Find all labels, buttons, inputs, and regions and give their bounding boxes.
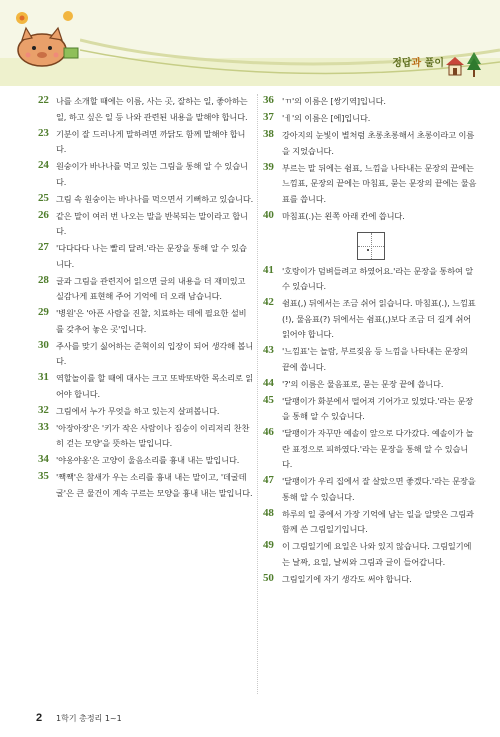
item-text: 원숭이가 바나나를 먹고 있는 그림을 통해 알 수 있습니다. xyxy=(56,161,248,187)
item-number: 38 xyxy=(263,128,274,140)
item-text: '?'의 이름은 물음표로, 묻는 문장 끝에 씁니다. xyxy=(282,378,444,389)
answer-item-36 xyxy=(265,94,477,110)
answer-item-43 xyxy=(265,344,477,375)
item-text: '느낌표'는 놀람, 부르짖음 등 느낌을 나타내는 문장의 끝에 씁니다. xyxy=(282,346,468,372)
item-text: '달팽이가 우리 집에서 잘 살았으면 좋겠다.'라는 문장을 통해 알 수 있습니다. xyxy=(282,476,476,502)
tree-icon xyxy=(466,50,482,78)
answer-item-48 xyxy=(265,507,477,538)
period-mark xyxy=(367,249,369,251)
item-text: 'ㄲ'의 이름은 [쌍기역]입니다. xyxy=(282,96,386,106)
item-number: 28 xyxy=(38,273,49,286)
right-column xyxy=(265,94,477,589)
item-number: 46 xyxy=(263,426,274,438)
item-text: '달팽이가 화분에서 떨어져 기어가고 있었다.'라는 문장을 통해 알 수 있습니다. xyxy=(282,395,474,421)
page-footer xyxy=(0,705,500,737)
item-number: 44 xyxy=(263,376,274,389)
item-number: 29 xyxy=(38,306,49,318)
badge-ampersand: 과 xyxy=(411,58,422,69)
item-text: 주사를 맞기 싫어하는 준혁이의 입장이 되어 생각해 봅니다. xyxy=(56,340,254,366)
answer-item-33 xyxy=(40,421,254,452)
answer-item-27 xyxy=(40,241,254,272)
item-text: '짹짹'은 참새가 우는 소리를 흉내 내는 말이고, '데굴데굴'은 큰 물건이 계속 구르는 모양을 흉내 내는 말입니다. xyxy=(56,472,253,498)
item-text: 그림 속 원숭이는 바나나를 먹으면서 기뻐하고 있습니다. xyxy=(56,193,254,204)
answer-item-28 xyxy=(40,274,254,305)
period-position-figure xyxy=(265,226,477,264)
answer-item-29 xyxy=(40,306,254,337)
answer-item-41 xyxy=(265,264,477,295)
mascot-illustration xyxy=(8,8,82,72)
item-text: 기분이 잘 드러나게 말하려면 까닭도 함께 말해야 합니다. xyxy=(56,128,246,154)
answer-item-26 xyxy=(40,209,254,240)
house-icon xyxy=(444,54,466,76)
item-number: 26 xyxy=(38,208,49,221)
item-text: 그림에서 누가 무엇을 하고 있는지 살펴봅니다. xyxy=(56,405,220,416)
item-number: 36 xyxy=(263,94,274,106)
column-divider xyxy=(257,94,258,694)
page-number: 2 xyxy=(36,712,43,724)
item-text: 마침표(.)는 왼쪽 아래 칸에 씁니다. xyxy=(282,210,405,221)
item-text: 그림일기에 자기 생각도 써야 합니다. xyxy=(282,573,412,584)
item-text: 쉼표(,) 뒤에서는 조금 쉬어 읽습니다. 마침표(.), 느낌표(!), 물음표(?) 뒤에서는 쉼표(,)보다 조금 더 길게 쉬어 읽어야 합니다. xyxy=(282,298,476,339)
item-number: 27 xyxy=(38,241,49,253)
item-number: 31 xyxy=(38,371,49,383)
answer-item-40 xyxy=(265,209,477,225)
answer-item-49 xyxy=(265,539,477,570)
answer-item-46 xyxy=(265,426,477,473)
item-text: '달팽이가 자꾸만 예솔이 앞으로 다가갔다. 예솔이가 놀란 표정으로 피하였다.'라는 문장을 통해 알 수 있습니다. xyxy=(282,428,474,469)
badge-word-answer: 정답 xyxy=(392,58,412,69)
item-text: 하루의 일 중에서 가장 기억에 남는 일을 알맞은 그림과 함께 쓴 그림일기입니다. xyxy=(282,508,474,534)
answer-item-39 xyxy=(265,161,477,208)
answer-item-31 xyxy=(40,371,254,402)
item-number: 30 xyxy=(38,338,49,351)
item-text: 강아지의 눈빛이 별처럼 초롱초롱해서 초롱이라고 이름을 지었습니다. xyxy=(282,130,475,156)
item-number: 25 xyxy=(38,191,49,204)
item-number: 50 xyxy=(263,571,274,584)
footer-label: 1학기 총정리 1~1 xyxy=(56,714,122,723)
writing-grid-cell xyxy=(357,232,385,260)
left-column xyxy=(40,94,254,503)
item-number: 23 xyxy=(38,126,49,139)
item-number: 34 xyxy=(38,453,49,465)
item-number: 37 xyxy=(263,111,274,123)
item-number: 41 xyxy=(263,263,274,276)
item-text: 'ㅔ'의 이름은 [에]입니다. xyxy=(282,113,371,123)
answer-item-34 xyxy=(40,453,254,469)
item-number: 32 xyxy=(38,403,49,416)
item-number: 47 xyxy=(263,474,274,486)
answer-explanation-badge xyxy=(392,54,444,69)
item-number: 48 xyxy=(263,506,274,519)
item-text: '다다다다 나는 빨리 달려.'라는 문장을 통해 알 수 있습니다. xyxy=(56,243,247,269)
item-text: '아장아장'은 '키가 작은 사람이나 짐승이 이리저리 찬찬히 걷는 모양'을 뜻하는 말입니다. xyxy=(56,422,250,448)
answer-item-38 xyxy=(265,128,477,159)
header-curve-decoration xyxy=(80,0,500,86)
item-text: '병원'은 '아픈 사람을 진찰, 치료하는 데에 필요한 설비를 갖추어 놓은 곳'입니다. xyxy=(56,308,247,334)
item-number: 35 xyxy=(38,470,49,482)
item-number: 49 xyxy=(263,539,274,551)
answer-item-32 xyxy=(40,404,254,420)
item-number: 45 xyxy=(263,393,274,406)
item-text: '야옹야옹'은 고양이 울음소리를 흉내 내는 말입니다. xyxy=(56,455,240,465)
grid-guide-vertical xyxy=(371,233,372,259)
answer-item-35 xyxy=(40,470,254,501)
answer-item-37 xyxy=(265,111,477,127)
answer-item-23 xyxy=(40,127,254,158)
item-number: 40 xyxy=(263,208,274,221)
answer-item-45 xyxy=(265,394,477,425)
item-number: 42 xyxy=(263,296,274,308)
answer-item-22 xyxy=(40,94,254,125)
item-number: 39 xyxy=(263,160,274,173)
answer-item-24 xyxy=(40,159,254,190)
answer-item-25 xyxy=(40,192,254,208)
answer-item-42 xyxy=(265,296,477,343)
item-number: 24 xyxy=(38,159,49,171)
item-text: 역할놀이를 할 때에 대사는 크고 또박또박한 목소리로 읽어야 합니다. xyxy=(56,373,254,399)
item-text: '호랑이가 덤벼들려고 하였어요.'라는 문장을 통하여 알 수 있습니다. xyxy=(282,265,474,291)
item-text: 이 그림일기에 요일은 나와 있지 않습니다. 그림일기에는 날짜, 요일, 날씨와 그림과 글이 들어갑니다. xyxy=(282,541,472,567)
item-text: 부르는 말 뒤에는 쉼표, 느낌을 나타내는 문장의 끝에는 느낌표, 문장의 끝에는 마침표, 묻는 문장의 끝에는 물음표를 씁니다. xyxy=(282,162,477,204)
answer-item-47 xyxy=(265,474,477,505)
item-text: 같은 말이 여러 번 나오는 말을 반복되는 말이라고 합니다. xyxy=(56,210,248,236)
item-text: 나를 소개할 때에는 이름, 사는 곳, 잘하는 일, 좋아하는 일, 하고 싶은 일 등 나와 관련된 내용을 말해야 합니다. xyxy=(56,96,248,122)
answer-item-30 xyxy=(40,339,254,370)
item-number: 22 xyxy=(38,94,49,106)
item-number: 43 xyxy=(263,344,274,356)
answer-item-50 xyxy=(265,572,477,588)
badge-word-explanation: 풀이 xyxy=(424,58,444,69)
item-number: 33 xyxy=(38,420,49,433)
page-header xyxy=(0,0,500,86)
item-text: 글과 그림을 관련지어 읽으면 글의 내용을 더 재미있고 실감나게 표현해 주어 기억에 더 오래 남습니다. xyxy=(56,275,246,301)
answer-item-44 xyxy=(265,377,477,393)
